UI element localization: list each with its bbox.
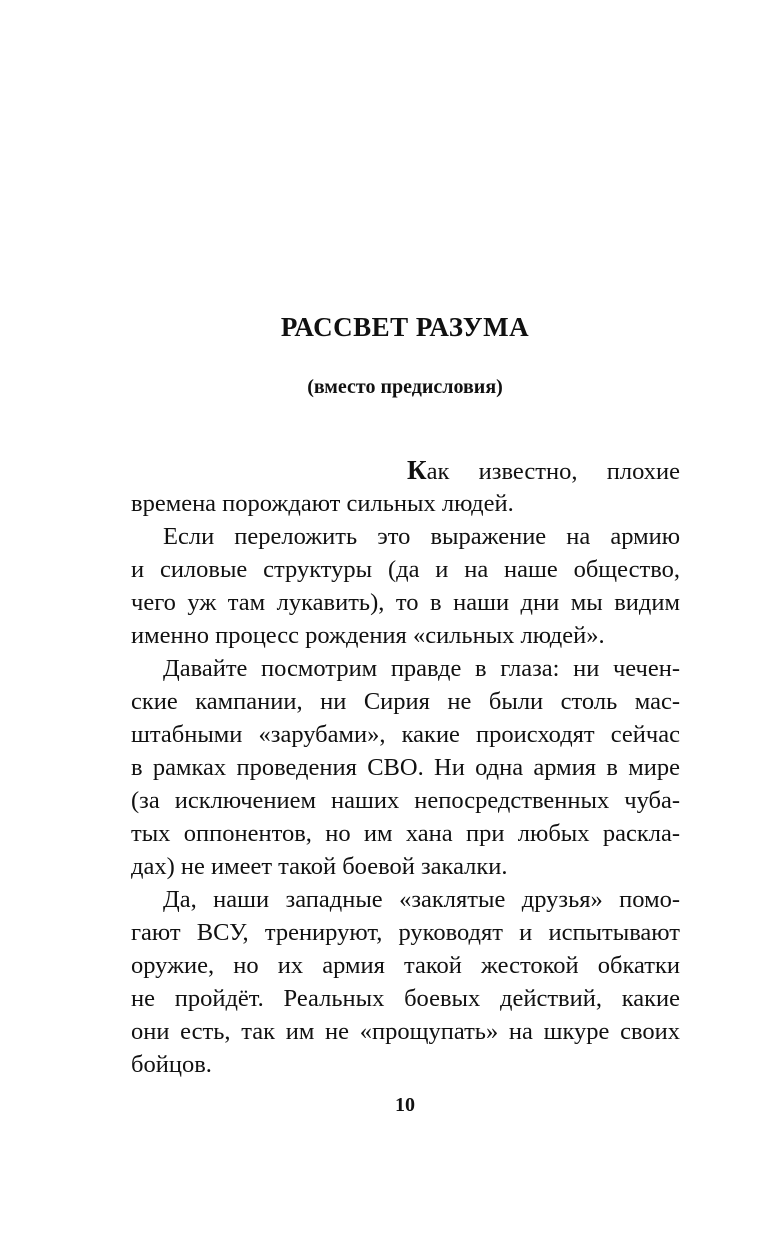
paragraph-4-line-1: Да, наши западные «заклятые друзья» помо- xyxy=(163,886,680,913)
drop-letter: К xyxy=(407,455,427,485)
paragraph-4-line-4: не пройдёт. Реальных боевых действий, какие xyxy=(131,985,680,1012)
paragraph-1-line-1-text: ак известно, плохие xyxy=(426,458,680,485)
paragraph-4-line-2: гают ВСУ, тренируют, руководят и испытывают xyxy=(131,919,680,946)
paragraph-3-line-3: штабными «зарубами», какие происходят сейчас xyxy=(131,721,680,748)
paragraph-4-line-5: они есть, так им не «прощупать» на шкуре своих xyxy=(131,1018,680,1045)
paragraph-3-line-6: тых оппонентов, но им хана при любых раскла- xyxy=(131,820,680,847)
body-text xyxy=(131,454,680,1081)
paragraph-4-line-6: бойцов. xyxy=(131,1051,212,1078)
paragraph-3-line-7: дах) не имеет такой боевой закалки. xyxy=(131,853,508,880)
paragraph-2-line-4: именно процесс рождения «сильных людей». xyxy=(131,622,605,649)
paragraph-3-line-4: в рамках проведения СВО. Ни одна армия в мире xyxy=(131,754,680,781)
chapter-title: РАССВЕТ РАЗУМА xyxy=(280,312,530,342)
paragraph-3-line-5: (за исключением наших непосредственных чуба- xyxy=(131,787,680,814)
paragraph-2-line-3: чего уж там лукавить), то в наши дни мы видим xyxy=(131,589,680,616)
paragraph-4-line-3: оружие, но их армия такой жестокой обкатки xyxy=(131,952,680,979)
paragraph-1-line-1 xyxy=(131,454,680,487)
paragraph-1-line-2: времена порождают сильных людей. xyxy=(131,490,514,517)
paragraph-2-line-2: и силовые структуры (да и на наше общество, xyxy=(131,556,680,583)
chapter-subtitle: (вместо предисловия) xyxy=(307,376,503,398)
paragraph-3-line-1: Давайте посмотрим правде в глаза: ни чечен- xyxy=(163,655,680,682)
paragraph-2-line-1: Если переложить это выражение на армию xyxy=(163,523,680,550)
page-number: 10 xyxy=(395,1094,415,1116)
paragraph-3-line-2: ские кампании, ни Сирия не были столь мас- xyxy=(131,688,680,715)
